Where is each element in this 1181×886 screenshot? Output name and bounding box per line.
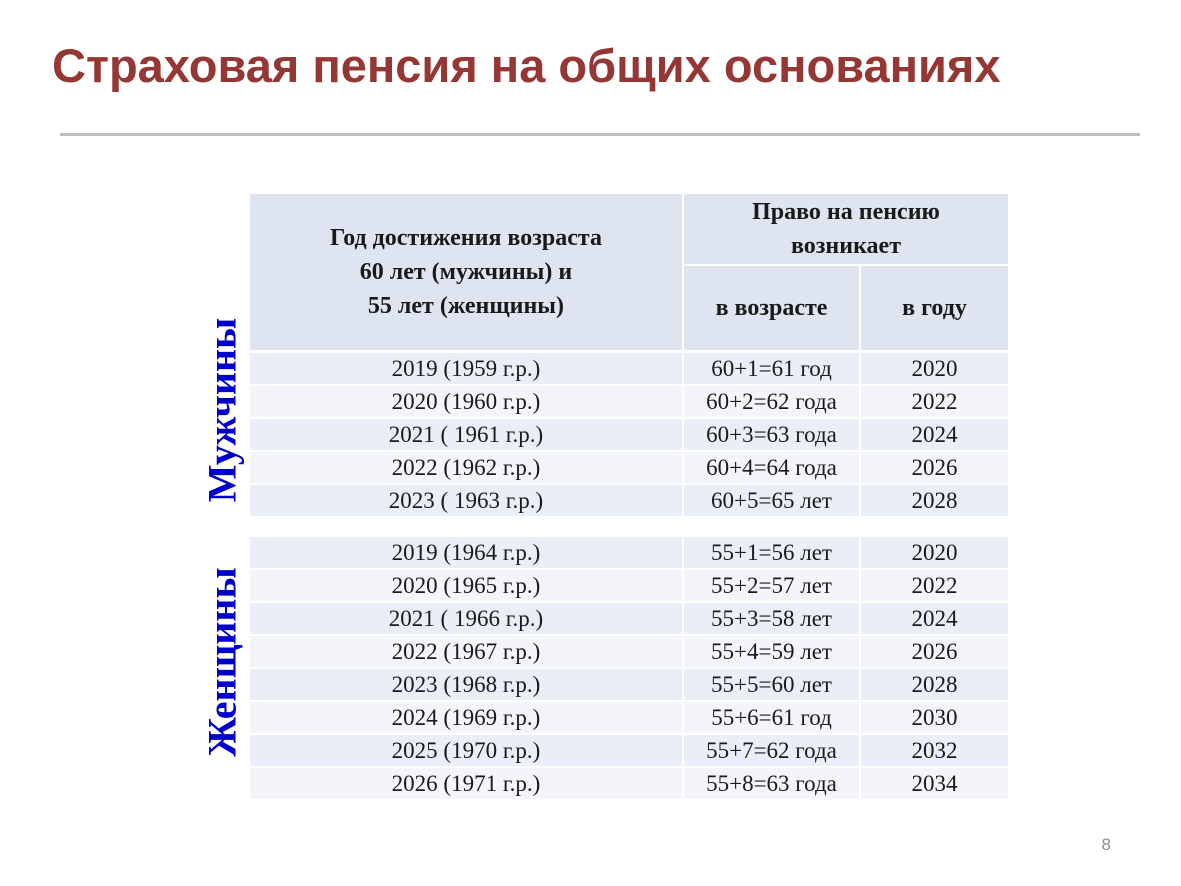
cell-year: 2024 [861, 603, 1008, 634]
cell-year-reached: 2022 (1967 г.р.) [250, 636, 682, 667]
cell-year: 2032 [861, 735, 1008, 766]
cell-age: 55+3=58 лет [684, 603, 859, 634]
cell-age: 60+1=61 год [684, 353, 859, 384]
cell-year: 2022 [861, 570, 1008, 601]
header-pension-right: Право на пенсию возникает [684, 194, 1008, 264]
cell-age: 55+1=56 лет [684, 537, 859, 568]
cell-year: 2030 [861, 702, 1008, 733]
cell-year-reached: 2025 (1970 г.р.) [250, 735, 682, 766]
cell-year: 2022 [861, 386, 1008, 417]
cell-year-reached: 2023 ( 1963 г.р.) [250, 485, 682, 516]
header-year: в году [861, 266, 1008, 350]
cell-age: 55+6=61 год [684, 702, 859, 733]
cell-year-reached: 2020 (1960 г.р.) [250, 386, 682, 417]
cell-year: 2020 [861, 353, 1008, 384]
cell-year: 2028 [861, 669, 1008, 700]
side-label-men: Мужчины [199, 317, 245, 503]
cell-age: 55+4=59 лет [684, 636, 859, 667]
cell-age: 55+8=63 года [684, 768, 859, 799]
cell-year-reached: 2021 ( 1966 г.р.) [250, 603, 682, 634]
cell-year-reached: 2020 (1965 г.р.) [250, 570, 682, 601]
cell-year-reached: 2024 (1969 г.р.) [250, 702, 682, 733]
slide-title: Страховая пенсия на общих основаниях [52, 39, 1001, 92]
header-age: в возрасте [684, 266, 859, 350]
cell-age: 60+2=62 года [684, 386, 859, 417]
cell-age: 60+4=64 года [684, 452, 859, 483]
cell-year-reached: 2022 (1962 г.р.) [250, 452, 682, 483]
title-divider [60, 133, 1140, 136]
side-label-women: Женщины [199, 567, 245, 757]
cell-age: 55+7=62 года [684, 735, 859, 766]
cell-year: 2026 [861, 452, 1008, 483]
cell-age: 60+5=65 лет [684, 485, 859, 516]
cell-year: 2020 [861, 537, 1008, 568]
cell-age: 55+5=60 лет [684, 669, 859, 700]
cell-age: 55+2=57 лет [684, 570, 859, 601]
cell-year: 2034 [861, 768, 1008, 799]
cell-year-reached: 2026 (1971 г.р.) [250, 768, 682, 799]
header-year-reached: Год достижения возраста 60 лет (мужчины) и 55 лет (женщины) [250, 194, 682, 350]
cell-year-reached: 2019 (1959 г.р.) [250, 353, 682, 384]
cell-year-reached: 2023 (1968 г.р.) [250, 669, 682, 700]
cell-year: 2028 [861, 485, 1008, 516]
cell-year-reached: 2019 (1964 г.р.) [250, 537, 682, 568]
cell-year-reached: 2021 ( 1961 г.р.) [250, 419, 682, 450]
cell-year: 2024 [861, 419, 1008, 450]
page-number: 8 [1101, 835, 1111, 854]
cell-age: 60+3=63 года [684, 419, 859, 450]
cell-year: 2026 [861, 636, 1008, 667]
